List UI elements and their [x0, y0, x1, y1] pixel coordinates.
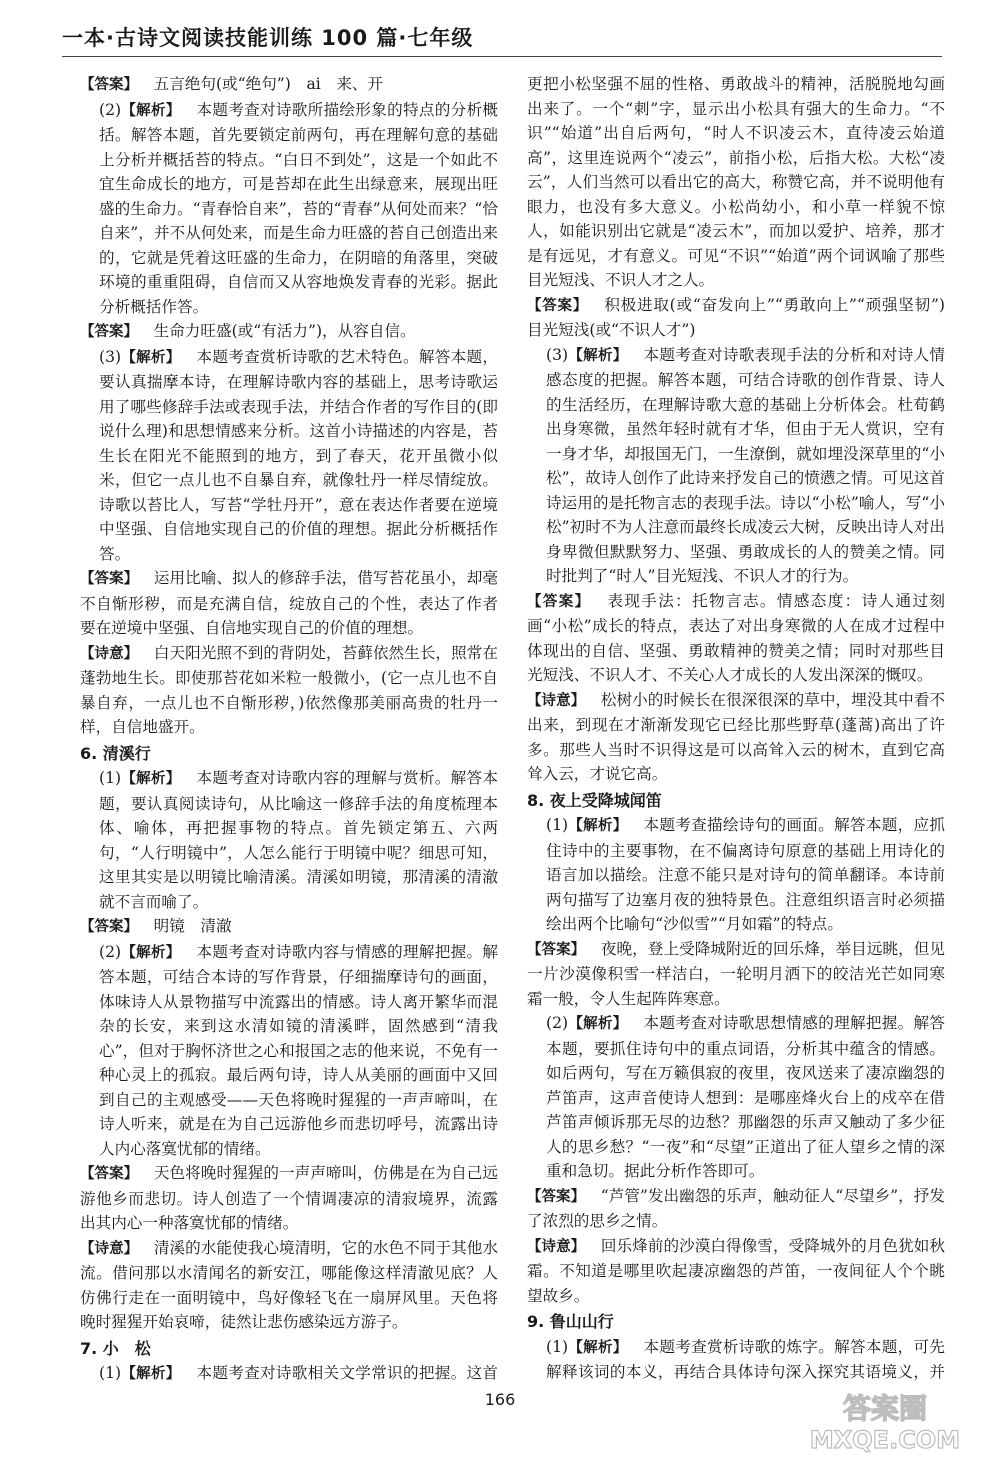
answer-paragraph	[527, 589, 945, 688]
question-number: (1)	[99, 769, 122, 787]
label-tag: 【答案】	[80, 324, 138, 340]
label-tag: 【解析】	[568, 347, 628, 364]
label-tag: 【诗意】	[527, 692, 586, 709]
paragraph-text: 本题考查对诗歌表现手法的分析和对诗人情感态度的把握。解答本题，可结合诗歌的创作背景、诗人的生活经历，在理解诗歌大意的基础上分析体会。杜荀鹤出身寒微，虽然年轻时就有才华，但由于无人赏识，空有一身才华，却报国无门，一生潦倒，就如埋没深草里的“小松”，故诗人创作了此诗来抒发自己的愤懑之情。可见这首诗运用的是托物言志的表现手法。诗以“小松”喻人，写“小松”初时不为人注意而最终长成凌云大树，反映出诗人对出身卑微但默默努力、坚强、勇敢成长的人的赞美之情。同时批判了“时人”目光短浅、不识人才的行为。	[546, 345, 945, 585]
paragraph-text: 表现手法：托物言志。情感态度：诗人通过刻画“小松”成长的特点，表达了对出身寒微的人在成才过程中体现出的自信、坚强、勇敢精神的赞美之情；同时对那些目光短浅、不识人才、不关心人才成长的人发出深深的慨叹。	[527, 591, 945, 684]
label-tag: 【解析】	[121, 944, 181, 961]
label-tag: 【诗意】	[80, 645, 139, 662]
section-heading: 7. 小 松	[80, 1338, 151, 1358]
label-tag: 【解析】	[121, 771, 181, 787]
paragraph-text: 本题考查赏析诗歌的炼字。解答本题，可先解释该词的本义，再结合具体诗句深入探究其语境义，并	[546, 1337, 945, 1381]
paragraph-text: 白天阳光照不到的背阴处，苔藓依然生长，照常在蓬勃地生长。即使那苔花如米粒一般微小，(它一点儿也不自暴自弃，一点儿也不自惭形秽，)依然像那美丽高贵的牡丹一样，自信地盛开。	[80, 643, 498, 736]
label-tag: 【解析】	[121, 349, 181, 366]
answer-paragraph	[80, 1361, 498, 1382]
paragraph-text: 回乐烽前的沙漠白得像雪，受降城外的月色犹如秋霜。不知道是哪里吹起凄凉幽怨的芦笛，一夜间征人个个眺望故乡。	[527, 1236, 945, 1305]
section-heading: 9. 鲁山山行	[527, 1312, 614, 1331]
answer-paragraph	[80, 641, 498, 740]
label-tag: 【答案】	[527, 297, 588, 314]
paragraph-text: 本题考查对诗歌内容的理解与赏析。解答本题，要认真阅读诗句，从比喻这一修辞手法的角度梳理本体、喻体，再把握事物的特点。首先锁定第五、六两句，“人行明镜中”，人怎么能行于明镜中呢？细思可知，这里其实是以明镜比喻清溪。清溪如明镜，那清溪的清澈就不言而喻了。	[99, 769, 498, 911]
paragraph-text: 本题考查描绘诗句的画面。解答本题，应抓住诗中的主要事物，在不偏离诗句原意的基础上用诗化的语言加以描绘。注意不能只是对诗句的简单翻译。本诗前两句描写了边塞月夜的独特景色。注意组织语言时必须描绘出两个比喻句“沙似雪”“月如霜”的特点。	[546, 816, 945, 933]
paragraph-text: 本题考查对诗歌所描绘形象的特点的分析概括。解答本题，首先要锁定前两句，再在理解句意的基础上分析并概括苔的特点。“白日不到处”，这是一个如此不宜生命成长的地方，可是苔却在此生出绿意来，展现出旺盛的生命力。“青春恰自来”，苔的“青春”从何处而来？“恰自来”，并不从何处来，而是生命力旺盛的苔自己创造出来的，它就是凭着这旺盛的生命力，在阴暗的角落里，突破环境的重重阻碍，自信而又从容地焕发青春的光彩。据此分析概括作答。	[99, 100, 498, 316]
paragraph-text: 明镜 清澈	[153, 917, 232, 935]
book-title: 一本·古诗文阅读技能训练 100 篇·七年级	[62, 26, 474, 50]
answer-paragraph	[80, 72, 498, 98]
label-tag: 【诗意】	[527, 1238, 586, 1255]
paragraph-text: 本题考查对诗歌思想情感的理解把握。解答本题，要抓住诗句中的重点词语，分析其中蕴含的情感。如后两句，写在万籁俱寂的夜里，夜风送来了凄凉幽怨的芦笛声，这声音使诗人想到：是哪座烽火台上的戍卒在借芦笛声倾诉那无尽的边愁？那幽怨的乐声又触动了多少征人的思乡愁？“一夜”和“尽望”正道出了征人望乡之情的深重和急切。据此分析作答即可。	[546, 1014, 945, 1180]
label-tag: 【解析】	[568, 818, 628, 834]
paragraph-text: 更把小松坚强不屈的性格、勇敢战斗的精神，活脱脱地勾画出来了。一个“刺”字，显示出小松具有强大的生命力。“不识”“始道”出自后两句，“时人不识凌云木，直待凌云始道高”，这里连说两个“凌云”，前指小松，后指大松。大松“凌云”，人们当然可以看出它的高大，称赞它高，并不说明他有眼力，也没有多大意义。小松尚幼小，和小草一样貌不惊人，如能识别出它就是“凌云木”，而加以爱护、培养，那才是有远见，才有意义。可见“不识”“始道”两个词讽喻了那些目光短浅、不识人才之人。	[527, 75, 945, 289]
running-header	[62, 14, 942, 62]
label-tag: 【答案】	[527, 941, 586, 958]
answer-paragraph	[80, 319, 498, 345]
answer-paragraph	[527, 343, 945, 589]
section-heading: 8. 夜上受降城闻笛	[527, 790, 662, 810]
left-column	[80, 72, 498, 1382]
section-heading: 6. 清溪行	[80, 743, 151, 763]
paragraph-text: 生命力旺盛(或“有活力”)，从容自信。	[153, 322, 416, 340]
answer-paragraph	[527, 1184, 945, 1234]
answer-paragraph	[527, 293, 945, 343]
paragraph-text: 本题考查对诗歌相关文学常识的把握。这首	[196, 1364, 498, 1382]
header-divider	[62, 56, 942, 57]
right-column	[527, 72, 945, 1382]
answer-paragraph	[80, 98, 498, 320]
paragraph-text: 五言绝句(或“绝句”) ai 来、开	[153, 75, 384, 93]
paragraph-text: 运用比喻、拟人的修辞手法，借写苔花虽小，却毫不自惭形秽，而是充满自信，绽放自己的个性，表达了作者要在逆境中坚强、自信地实现自己的价值的理想。	[80, 569, 498, 637]
label-tag: 【答案】	[80, 919, 138, 935]
label-tag: 【答案】	[527, 593, 591, 610]
label-tag: 【诗意】	[80, 1240, 139, 1257]
answer-paragraph	[527, 813, 945, 937]
label-tag: 【答案】	[80, 571, 139, 587]
answer-paragraph	[527, 688, 945, 787]
question-number: (3)	[99, 347, 122, 366]
answer-paragraph	[527, 1335, 945, 1383]
question-number: (1)	[546, 1337, 569, 1356]
answer-paragraph	[527, 1234, 945, 1309]
paragraph-text: 本题考查赏析诗歌的艺术特色。解答本题，要认真揣摩本诗，在理解诗歌内容的基础上，思考诗歌运用了哪些修辞手法或表现手法，并结合作者的写作目的(即说什么理)和思想情感来分析。这首小诗描述的内容是，苔生长在阳光不能照到的地方，到了春天，花开虽微小似米，但它一点儿也不自暴自弃，就像牡丹一样尽情绽放。诗歌以苔比人，写苔“学牡丹开”，意在表达作者要在逆境中坚强、自信地实现自己的价值的理想。据此分析概括作答。	[99, 347, 498, 563]
question-number: (1)	[546, 816, 569, 834]
answer-paragraph	[80, 1236, 498, 1335]
question-number: (2)	[546, 1014, 569, 1032]
label-tag: 【答案】	[80, 77, 138, 93]
question-number: (2)	[99, 100, 122, 119]
question-number: (1)	[99, 1364, 122, 1382]
answer-paragraph	[80, 1161, 498, 1236]
paragraph-text: 松树小的时候长在很深很深的草中，埋没其中看不出来，到现在才渐渐发现它已经比那些野草(蓬蒿)高出了许多。那些人当时不识得这是可以高耸入云的树木，直到它高耸入云，才说它高。	[527, 690, 945, 783]
svg-text:答案圈: 答案圈	[842, 1392, 928, 1425]
question-number: (3)	[546, 345, 569, 364]
answer-paragraph	[527, 937, 945, 1012]
answer-paragraph	[80, 766, 498, 914]
label-tag: 【解析】	[121, 102, 181, 119]
answer-paragraph	[527, 1011, 945, 1184]
answer-paragraph	[80, 914, 498, 940]
paragraph-text: 积极进取(或“奋发向上”“勇敢向上”“顽强坚韧”) 目光短浅(或“不识人才”)	[527, 295, 945, 339]
watermark-logo	[790, 1388, 980, 1454]
svg-text:MXQE.COM: MXQE.COM	[809, 1426, 961, 1454]
paragraph-text: 本题考查对诗歌内容与情感的理解把握。解答本题，可结合本诗的写作背景，仔细揣摩诗句的画面，体味诗人从景物描写中流露出的情感。诗人离开繁华而混杂的长安，来到这水清如镜的清溪畔，固然感到“清我心”，但对于胸怀济世之心和报国之志的他来说，不免有一种心灵上的孤寂。最后两句诗，诗人从美丽的画面中又回到自己的主观感受——天色将晚时猩猩的一声声啼叫，在诗人听来，就是在为自己远游他乡而悲切呼号，流露出诗人内心落寞忧郁的情绪。	[99, 942, 498, 1158]
paragraph-text: 夜晚，登上受降城附近的回乐烽，举目远眺，但见一片沙漠像积雪一样洁白，一轮明月洒下的皎洁光芒如同寒霜一般，令人生起阵阵寒意。	[527, 939, 945, 1008]
page-number: 166	[484, 1390, 516, 1409]
answer-paragraph	[80, 566, 498, 641]
answer-paragraph	[527, 72, 945, 293]
label-tag: 【答案】	[80, 1166, 139, 1182]
paragraph-text: 清溪的水能使我心境清明，它的水色不同于其他水流。借问那以水清闻名的新安江，哪能像这样清澈见底？人仿佛行走在一面明镜中，鸟好像轻飞在一扇屏风里。天色将晚时猩猩开始哀啼，徒然让悲伤感染远方游子。	[80, 1238, 498, 1331]
question-number: (2)	[99, 942, 122, 961]
paragraph-text: “芦管”发出幽怨的乐声，触动征人“尽望乡”，抒发了浓烈的思乡之情。	[527, 1186, 945, 1230]
answer-paragraph	[80, 345, 498, 567]
label-tag: 【解析】	[568, 1016, 628, 1032]
answer-paragraph	[80, 940, 498, 1162]
label-tag: 【解析】	[568, 1339, 628, 1356]
paragraph-text: 天色将晚时猩猩的一声声啼叫，仿佛是在为自己远游他乡而悲切。诗人创造了一个情调凄凉的清寂境界，流露出其内心一种落寞忧郁的情绪。	[80, 1164, 498, 1232]
label-tag: 【答案】	[527, 1188, 586, 1205]
label-tag: 【解析】	[121, 1366, 181, 1382]
